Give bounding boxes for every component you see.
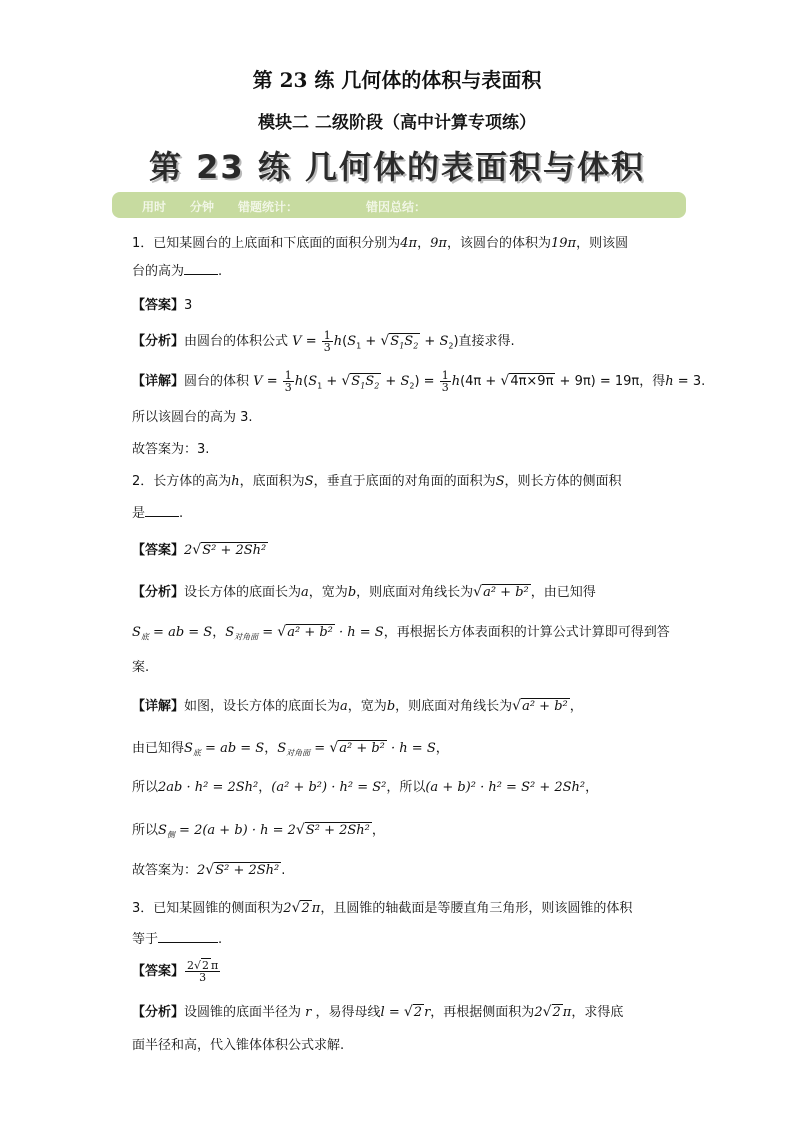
q1-stem-line1: 1．已知某圆台的上底面和下底面的面积分别为4π，9π，该圆台的体积为19π，则该圆 — [132, 236, 629, 251]
q2-stem-line2: 是 . — [132, 506, 184, 521]
time-label: 用时 — [142, 200, 167, 214]
q2-analysis-line3: 案. — [132, 660, 150, 675]
q1-answer: 【答案】3 — [132, 298, 193, 313]
page-title: 第 23 练 几何体的体积与表面积 — [252, 68, 542, 92]
q3-answer: 【答案】 $\frac{2√2 \pi}{3}$ — [132, 959, 219, 984]
q1-final: 故答案为：3. — [132, 442, 210, 457]
q2-stem-line1: 2．长方体的高为h，底面积为S，垂直于底面的对角面的面积为S，则长方体的侧面积 — [132, 474, 622, 489]
q3-analysis: 【分析】设圆锥的底面半径为 r ，易得母线l = √2 r，再根据侧面积为2√2 π，求得底 — [132, 1004, 624, 1020]
q1-conclusion: 所以该圆台的高为 3. — [132, 410, 253, 425]
q3-stem-line2: 等于 . — [132, 932, 223, 947]
q2-detail-line3: 所以2ab · h² = 2Sh²，(a² + b²) · h² = S²，所以(a + b)² · h² = S² + 2Sh²， — [132, 780, 599, 795]
q3-analysis-line2: 面半径和高，代入锥体体积公式求解. — [132, 1038, 345, 1053]
error-summary-label: 错因总结： — [366, 200, 427, 214]
q2-answer: 【答案】2√S² + 2Sh² — [132, 542, 267, 558]
q1-stem-line2: 台的高为 . — [132, 264, 223, 279]
module-subtitle: 模块二 二级阶段（高中计算专项练） — [258, 113, 536, 133]
info-bar — [112, 192, 686, 218]
error-count-label: 错题统计： — [238, 200, 299, 214]
q1-analysis: 【分析】由圆台的体积公式 V = $\frac{1}{3}$ $h(S_1 + √S_1S_2 + S_2)$直接求得. — [132, 329, 515, 354]
q1-detail: 【详解】圆台的体积 V = $\frac{1}{3}$ $h(S_1 + √S_1S_2 + S_2)$ = $\frac{1}{3}$ h(4π + √4π×9π + 9π) = 19π，得h = 3. — [132, 369, 706, 394]
q2-analysis-line2: $S_底$ = ab = S，$S_{对角面} = √a^2 + b^2 \cdot h = S$，再根据长方体表面积的计算公式计算即可得到答 — [132, 624, 670, 642]
q2-final: 故答案为：2√S² + 2Sh² . — [132, 862, 286, 878]
q2-detail-line2: 由已知得$S_底$ = ab = S，$S_{对角面} = √a^2 + b^2 \cdot h = S$， — [132, 740, 449, 758]
banner-title: 第 23 练 几何体的表面积与体积 — [149, 148, 645, 186]
minutes-label: 分钟 — [190, 200, 215, 214]
q3-stem-line1: 3．已知某圆锥的侧面积为2√2 π，且圆锥的轴截面是等腰直角三角形，则该圆锥的体积 — [132, 900, 633, 916]
q2-detail-line4: 所以$S_侧 = 2(a + b) \cdot h = 2√S^2 + 2Sh^2$ ， — [132, 822, 385, 840]
q2-detail: 【详解】如图，设长方体的底面长为a，宽为b，则底面对角线长为√a² + b² ， — [132, 698, 583, 714]
q2-analysis: 【分析】设长方体的底面长为a，宽为b，则底面对角线长为√a² + b² ，由已知得 — [132, 584, 596, 600]
